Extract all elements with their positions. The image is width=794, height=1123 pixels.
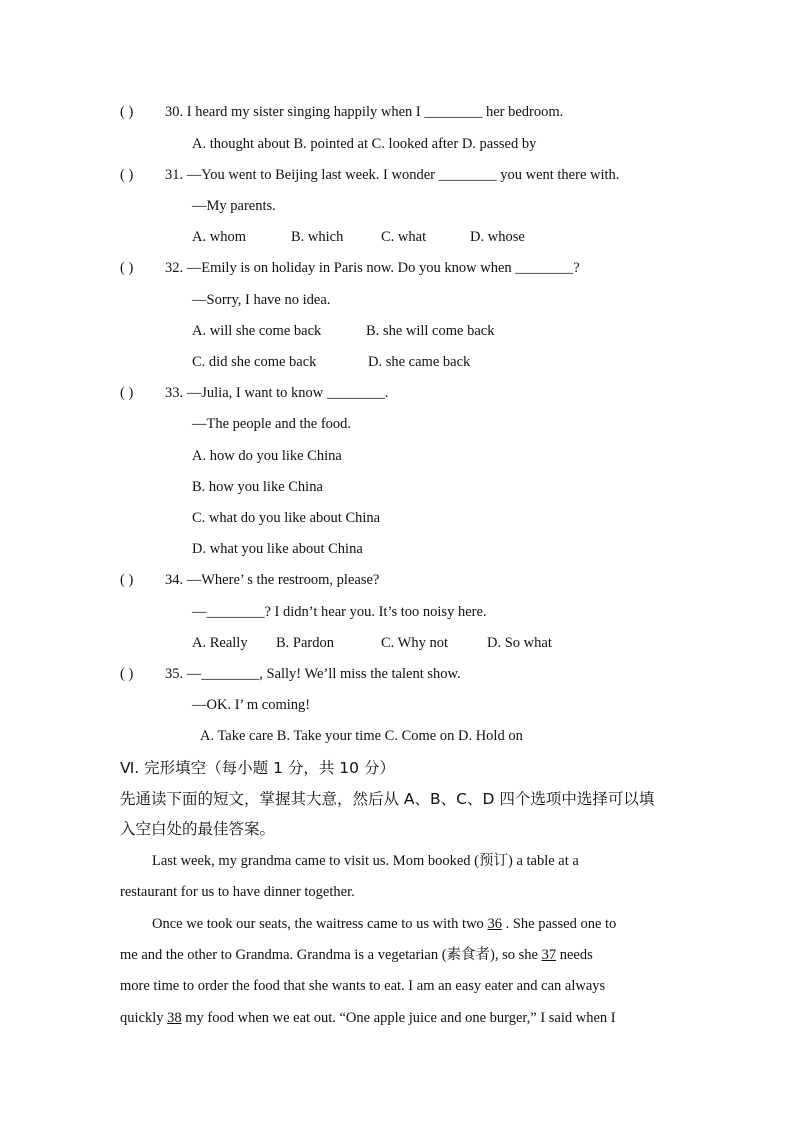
- option-33-c: C. what do you like about China: [192, 510, 381, 526]
- question-35-reply: —OK. I’ m coming!: [192, 697, 311, 713]
- question-35-stem: 35. —________, Sally! We’ll miss the talent show.: [165, 666, 461, 682]
- question-30-options: A. thought about B. pointed at C. looked after D. passed by: [192, 136, 537, 152]
- passage-p2-line-2: [120, 945, 593, 965]
- section-instruction-line-2: [120, 819, 275, 840]
- question-33-stem: 33. —Julia, I want to know ________.: [165, 385, 389, 401]
- answer-bracket-33: ( ): [120, 385, 134, 401]
- blank-38: 38: [167, 1010, 182, 1026]
- blank-36: 36: [487, 916, 502, 932]
- passage-p2-line-1: [152, 914, 616, 934]
- option-32-a: A. will she come back: [192, 323, 322, 339]
- option-32-c: C. did she come back: [192, 354, 317, 370]
- passage-p1-line-2: restaurant for us to have dinner together.: [120, 884, 355, 900]
- question-34-reply: —________? I didn’t hear you. It’s too noisy here.: [192, 604, 487, 620]
- option-33-b: B. how you like China: [192, 479, 323, 495]
- answer-bracket-32: ( ): [120, 260, 134, 276]
- passage-text: . She passed one to: [501, 916, 617, 932]
- option-34-d: D. So what: [487, 635, 552, 651]
- passage-p1-line-1: Last week, my grandma came to visit us. Mom booked (预订) a table at a: [152, 853, 579, 869]
- option-31-d: D. whose: [470, 229, 525, 245]
- passage-text: Once we took our seats, the waitress came to us with two: [152, 916, 488, 932]
- option-31-b: B. which: [291, 229, 344, 245]
- section-instruction-line-1: [120, 789, 654, 810]
- question-31-stem: 31. —You went to Beijing last week. I wonder ________ you went there with.: [165, 167, 620, 183]
- section-heading-text: Ⅵ. 完形填空（每小题 1 分，共 10 分）: [120, 759, 395, 777]
- answer-bracket-30: ( ): [120, 104, 134, 120]
- option-32-d: D. she came back: [368, 354, 471, 370]
- question-35-options: A. Take care B. Take your time C. Come on D. Hold on: [200, 728, 523, 744]
- option-31-c: C. what: [381, 229, 427, 245]
- passage-text: needs: [556, 947, 593, 963]
- option-32-b: B. she will come back: [366, 323, 495, 339]
- passage-text: quickly: [120, 1010, 168, 1026]
- blank-37: 37: [541, 947, 557, 963]
- option-34-c: C. Why not: [381, 635, 448, 651]
- passage-p2-line-4: [120, 1008, 616, 1028]
- question-31-reply: —My parents.: [192, 198, 276, 214]
- passage-p2-line-3: more time to order the food that she wants to eat. I am an easy eater and can always: [120, 978, 606, 994]
- option-33-d: D. what you like about China: [192, 541, 363, 557]
- section-instruction-text-1: 先通读下面的短文，掌握其大意，然后从 A、B、C、D 四个选项中选择可以填: [120, 790, 655, 808]
- passage-text: my food when we eat out. “One apple juice and one burger,” I said when I: [181, 1010, 616, 1026]
- option-34-a: A. Really: [192, 635, 248, 651]
- question-34-stem: 34. —Where’ s the restroom, please?: [165, 572, 380, 588]
- question-30-stem: 30. I heard my sister singing happily when I ________ her bedroom.: [165, 104, 564, 120]
- section-heading: [120, 758, 395, 779]
- question-32-reply: —Sorry, I have no idea.: [192, 292, 331, 308]
- answer-bracket-35: ( ): [120, 666, 134, 682]
- option-33-a: A. how do you like China: [192, 448, 342, 464]
- option-31-a: A. whom: [192, 229, 246, 245]
- section-instruction-text-2: 入空白处的最佳答案。: [120, 820, 276, 838]
- option-34-b: B. Pardon: [276, 635, 334, 651]
- answer-bracket-34: ( ): [120, 572, 134, 588]
- passage-text: me and the other to Grandma. Grandma is a vegetarian (素食者), so she: [120, 947, 542, 963]
- question-32-stem: 32. —Emily is on holiday in Paris now. Do you know when ________?: [165, 260, 580, 276]
- answer-bracket-31: ( ): [120, 167, 134, 183]
- question-33-reply: —The people and the food.: [192, 416, 352, 432]
